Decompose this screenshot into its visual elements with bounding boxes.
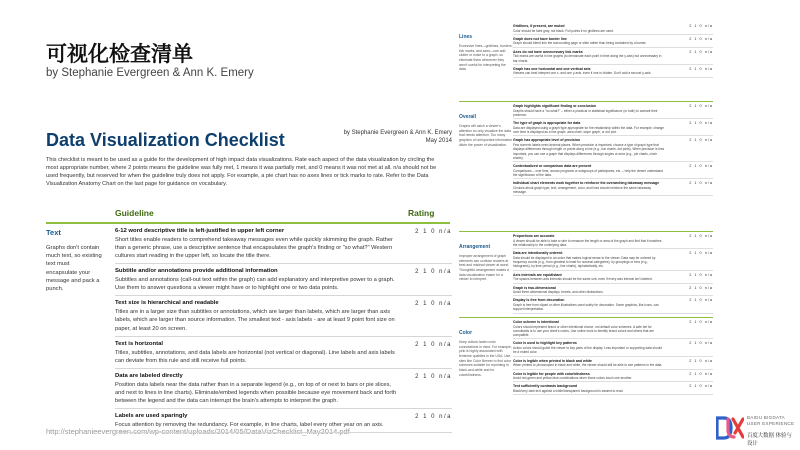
guideline-detail: Black/very dark text against a white/transparent background is easiest to read. (513, 388, 624, 393)
guideline-heading: Text size is hierarchical and readable (115, 300, 219, 307)
guideline-item (513, 318, 713, 339)
rating-options[interactable]: 2 1 0 n/a (689, 66, 713, 71)
rating-options[interactable]: 2 1 0 n/a (689, 49, 713, 54)
guideline-heading: Axis intervals are equidistant (513, 272, 562, 277)
intro-paragraph: This checklist is meant to be used as a guide for the development of high impact data visualizations. Rate each aspect of the data visualization by circling the most appropriate number, where 2 points means the guideline was fully met, 1 means it was partially met, and 0 means it was not met at all. n/a should not be used frequently, but reserved for when the guideline truly does not apply. For example, a pie chart has no axes lines or tick marks to rate. Refer to the Data Visualization Anatomy Chart on the last page for guidance on vocabulary. (46, 157, 437, 187)
rating-options[interactable]: 2 1 0 n/a (415, 341, 452, 348)
category-description: Graphs don't contain much text, so existing text must encapsulate your message and pack a punch. (46, 245, 102, 293)
guideline-column-header: Guideline (115, 208, 154, 218)
guideline-item (513, 284, 713, 297)
guideline-detail: Colors should represent brand or other intentional choice, not default color schemes. A safe bet for consultants is to use your client's colors. Use online tools to identify brand colors and others that are compatible. (513, 324, 654, 338)
guideline-heading: Subtitle and/or annotations provide additional information (115, 268, 278, 275)
category-label: Text (46, 228, 61, 237)
guideline-item (115, 296, 452, 336)
guideline-detail: Comparisons – over time, across programs or subgroups of participants, etc. – help the viewer understand the significance of the data. (513, 168, 663, 177)
rating-options[interactable]: 2 1 0 n/a (689, 272, 713, 277)
guideline-heading: Text is horizontal (115, 340, 164, 347)
category-label: Color (459, 330, 473, 336)
category-label: Lines (459, 34, 473, 40)
rating-options[interactable]: 2 1 0 n/a (689, 104, 713, 108)
rating-options[interactable]: 2 1 0 n/a (415, 414, 452, 421)
document-byline (342, 129, 452, 145)
rating-options[interactable]: 2 1 0 n/a (689, 24, 713, 28)
category-label: Arrangement (459, 244, 491, 250)
guideline-detail: Few numeric labels need decimal places. When precision is important, choose a type of graph type that displays differences through length or points along a line (e.g., bar charts, dot plots). When precision is less important, you can use a graph that displays differences through angles or area (e.g., pie charts, circle charts). (513, 142, 665, 160)
guideline-list (115, 224, 452, 433)
guideline-heading: Color is legible for people with colorblindness (513, 371, 590, 376)
guideline-detail: Data are displayed using a graph type appropriate for the relationship within the data. For example, change over time is displayed as a line graph, area chart, slope graph, or dot plot. (513, 125, 664, 135)
guideline-heading: The type of graph is appropriate for data (513, 121, 581, 126)
guideline-heading: Data are labeled directly (115, 372, 183, 379)
guideline-list (513, 318, 713, 395)
guideline-item (115, 224, 452, 264)
guideline-item (513, 370, 713, 383)
guideline-item (513, 22, 713, 35)
guideline-heading: Data are intentionally ordered (513, 251, 563, 256)
source-url[interactable]: http://stephanieevergreen.com/wp-content/uploads/2014/05/DataVizChecklist_May2014.pdf (46, 427, 350, 436)
guideline-item (513, 162, 713, 179)
rating-options[interactable]: 2 1 0 n/a (415, 373, 452, 380)
guideline-heading: Color is legible when printed in black and white (513, 358, 592, 363)
guideline-item (513, 296, 713, 313)
document-title: Data Visualization Checklist (46, 130, 285, 150)
category-label: Overall (459, 114, 476, 120)
guideline-heading: Display is free from decoration (513, 298, 565, 303)
guideline-heading: Graph does not have border line (513, 36, 567, 41)
rating-options[interactable]: 2 1 0 n/a (415, 269, 452, 276)
category-block (459, 244, 513, 282)
rating-column-header: Rating (408, 208, 435, 218)
guideline-heading: Axes do not have unnecessary tick marks (513, 49, 583, 54)
guideline-heading: Graph highlights significant finding or conclusion (513, 104, 597, 108)
guideline-item (513, 119, 713, 136)
guideline-heading: Text sufficiently contrasts background (513, 384, 578, 389)
guideline-item (513, 339, 713, 356)
rating-options[interactable]: 2 1 0 n/a (689, 138, 713, 143)
rating-options[interactable]: 2 1 0 n/a (689, 358, 713, 363)
guideline-item (513, 179, 713, 196)
guideline-heading: Graph has appropriate level of precision (513, 138, 581, 143)
category-description: Keep culture-laden color connotations in mind. For example, pink is highly associated with feminine qualities in the USA. Use sites like Color Brewer to find color schemes suitable for reprinting in black-and-white and for colorblindness. (459, 340, 512, 377)
guideline-item (513, 136, 713, 162)
rating-options[interactable]: 2 1 0 n/a (689, 251, 713, 256)
guideline-detail: Graphs should have a "so-what?" – either a practical or statistical significance (or both) to warrant their presence. (513, 108, 658, 117)
slide-subtitle: by Stephanie Evergreen & Ann K. Emery (46, 67, 254, 79)
rating-options[interactable]: 2 1 0 n/a (689, 384, 713, 389)
guideline-item (513, 102, 713, 119)
guideline-heading: Gridlines, if present, are muted (513, 24, 565, 28)
guideline-heading: Individual chart elements work together to reinforce the overarching takeaway message (513, 181, 660, 186)
category-block (459, 330, 513, 378)
category-description: Graphs will catch a viewer's attention so only visualize the data that needs attention. Too many graphics of unimportant information dilute the power of visualization. (459, 124, 513, 147)
rating-options[interactable]: 2 1 0 n/a (689, 164, 713, 169)
guideline-detail: Action colors should guide the viewer to key parts of the display. Less important or supporting data should be a muted color. (513, 346, 662, 355)
logo-line-1: BAIDU BIGDATA (747, 415, 785, 420)
rating-options[interactable]: 2 1 0 n/a (689, 234, 713, 238)
guideline-item (513, 65, 713, 78)
guideline-detail: Choices about graph type, text, arrangement, color, and lines should reinforce the same takeaway message. (513, 185, 652, 195)
guideline-heading: Color is used to highlight key patterns (513, 341, 577, 346)
category-description: Improper arrangement of graph elements can confuse readers at best and mislead viewer at worst. Thoughtful arrangement makes a data visualization easier for a viewer to interpret. (459, 254, 510, 282)
checklist-page-one (38, 92, 452, 429)
guideline-detail: When printed or photocopied in black and white, the viewer should still be able to see patterns in the data. (513, 363, 663, 368)
guideline-heading: Color scheme is intentional (513, 320, 559, 324)
guideline-detail: A viewer should be able to take a ruler to measure the length or area of the graph and find that it matches the relationship in the underlying data. (513, 238, 662, 247)
guideline-item (513, 249, 713, 270)
guideline-heading: Labels are used sparingly (115, 413, 188, 420)
byline-authors: by Stephanie Evergreen & Ann K. Emery (343, 130, 452, 136)
guideline-detail: Color should be faint gray, not black. Full points if no gridlines are used. (513, 28, 614, 33)
rating-options[interactable]: 2 1 0 n/a (689, 371, 713, 376)
guideline-item (115, 264, 452, 296)
guideline-item (513, 382, 713, 395)
guideline-item (513, 357, 713, 370)
guideline-heading: Graph has one horizontal and one vertical axis (513, 66, 591, 71)
rating-options[interactable]: 2 1 0 n/a (689, 320, 713, 324)
category-block (459, 34, 513, 72)
guideline-detail: Avoid three-dimensional displays, bevels, and other distractions. (513, 290, 604, 295)
slide-title: 可视化检查清单 (46, 42, 193, 66)
rating-options[interactable]: 2 1 0 n/a (689, 36, 713, 41)
guideline-heading: Contextualized or comparison data are present (513, 164, 592, 169)
logo-wordmark (747, 415, 794, 426)
guideline-heading: Graph is two-dimensional (513, 285, 556, 290)
guideline-detail: Titles are in a larger size than subtitles or annotations, which are larger than labels, which are larger than axis labels, which are larger than source information. The smallest text - axis labels - are at least 9 point font size on paper, at least 20 on screen. (115, 309, 395, 332)
baidu-bigdata-logo (716, 411, 796, 445)
guideline-heading: 6-12 word descriptive title is left-justified in upper left corner (115, 228, 285, 234)
checklist-page-two (459, 22, 713, 450)
guideline-detail: Subtitles and annotations (call-out text within the graph) can add explanatory and interpretive power to a graph. Use them to answer questions a viewer might have or to highlight one or two data points. (115, 277, 395, 292)
guideline-list (513, 232, 713, 314)
guideline-list (513, 22, 713, 78)
rating-options[interactable]: 2 1 0 n/a (689, 341, 713, 346)
guideline-detail: Tick marks are useful in line graphs (to demarcate each point in time along the y-axis) but unnecessary in bar charts. (513, 54, 662, 63)
logo-chinese-text: 百度大数据 体验与设计 (747, 433, 792, 447)
rating-options[interactable]: 2 1 0 n/a (415, 229, 452, 235)
guideline-item (513, 48, 713, 65)
guideline-detail: Short titles enable readers to comprehend takeaway messages even while quickly skimming the graph. Rather than a generic phrase, use a descriptive sentence that encapsulates the graph's finding or "so what?" Western cultures start reading in the upper left, so locate the title there. (115, 236, 393, 260)
guideline-item (115, 369, 452, 409)
dux-logo-icon (716, 415, 744, 441)
byline-date: May 2014 (425, 138, 452, 145)
guideline-detail: Avoid red-green and yellow-blue combinations when those colors touch one another. (513, 376, 633, 381)
guideline-item (115, 409, 452, 433)
guideline-detail: Titles, subtitles, annotations, and data labels are horizontal (not vertical or diagonal). Line labels and axis labels can deviate from this rule and still receive full points. (115, 349, 395, 364)
rating-options[interactable]: 2 1 0 n/a (689, 181, 713, 186)
guideline-detail: Graph should bleed into the surrounding page or slide rather than being contained by a border. (513, 41, 647, 46)
guideline-detail: Focus attention by removing the redundancy. For example, in line charts, label every other year on an axis. (115, 422, 384, 429)
guideline-detail: Graph is free from clipart or other illustrations used solely for decoration. Some graphics, like icons, can support interpretation. (513, 302, 659, 312)
guideline-item (513, 232, 713, 249)
guideline-detail: The spaces between axis intervals should be the same unit, even if every axis interval isn't labeled. (513, 277, 653, 282)
guideline-item (513, 35, 713, 48)
rating-options[interactable]: 2 1 0 n/a (415, 301, 452, 308)
rating-options[interactable]: 2 1 0 n/a (689, 285, 713, 290)
logo-line-2: USER EXPERIENCE (747, 420, 795, 426)
guideline-item (513, 271, 713, 284)
rating-options[interactable]: 2 1 0 n/a (689, 121, 713, 126)
guideline-detail: Viewers can best interpret one x- and one y-axis, even if one is hidden. Don't add a second y-axis. (513, 71, 652, 76)
guideline-detail: Data should be displayed in an order that makes logical sense to the viewer. Data may be ordered by frequency counts (e.g., from greatest to least for nominal categories), by groupings or bins (e.g., histograms), by time period (e.g., line charts), alphabetically, etc. (513, 255, 656, 269)
category-description: Excessive lines—gridlines, borders, tick marks, and axes—can add clutter or noise to a graph, so eliminate them whenever they aren't useful for interpreting the data. (459, 44, 513, 72)
category-block (459, 114, 513, 147)
guideline-detail: Position data labels near the data rather than in a separate legend (e.g., on top of or next to bars or pie slices, and next to lines in line charts). Eliminate/embed legends when possible because eye movement back and forth between the legend and the data can interrupt the brain's attempts to interpret the graph. (115, 381, 397, 404)
rating-options[interactable]: 2 1 0 n/a (689, 298, 713, 303)
guideline-heading: Proportions are accurate (513, 234, 555, 238)
guideline-item (115, 337, 452, 369)
guideline-list (513, 102, 713, 196)
